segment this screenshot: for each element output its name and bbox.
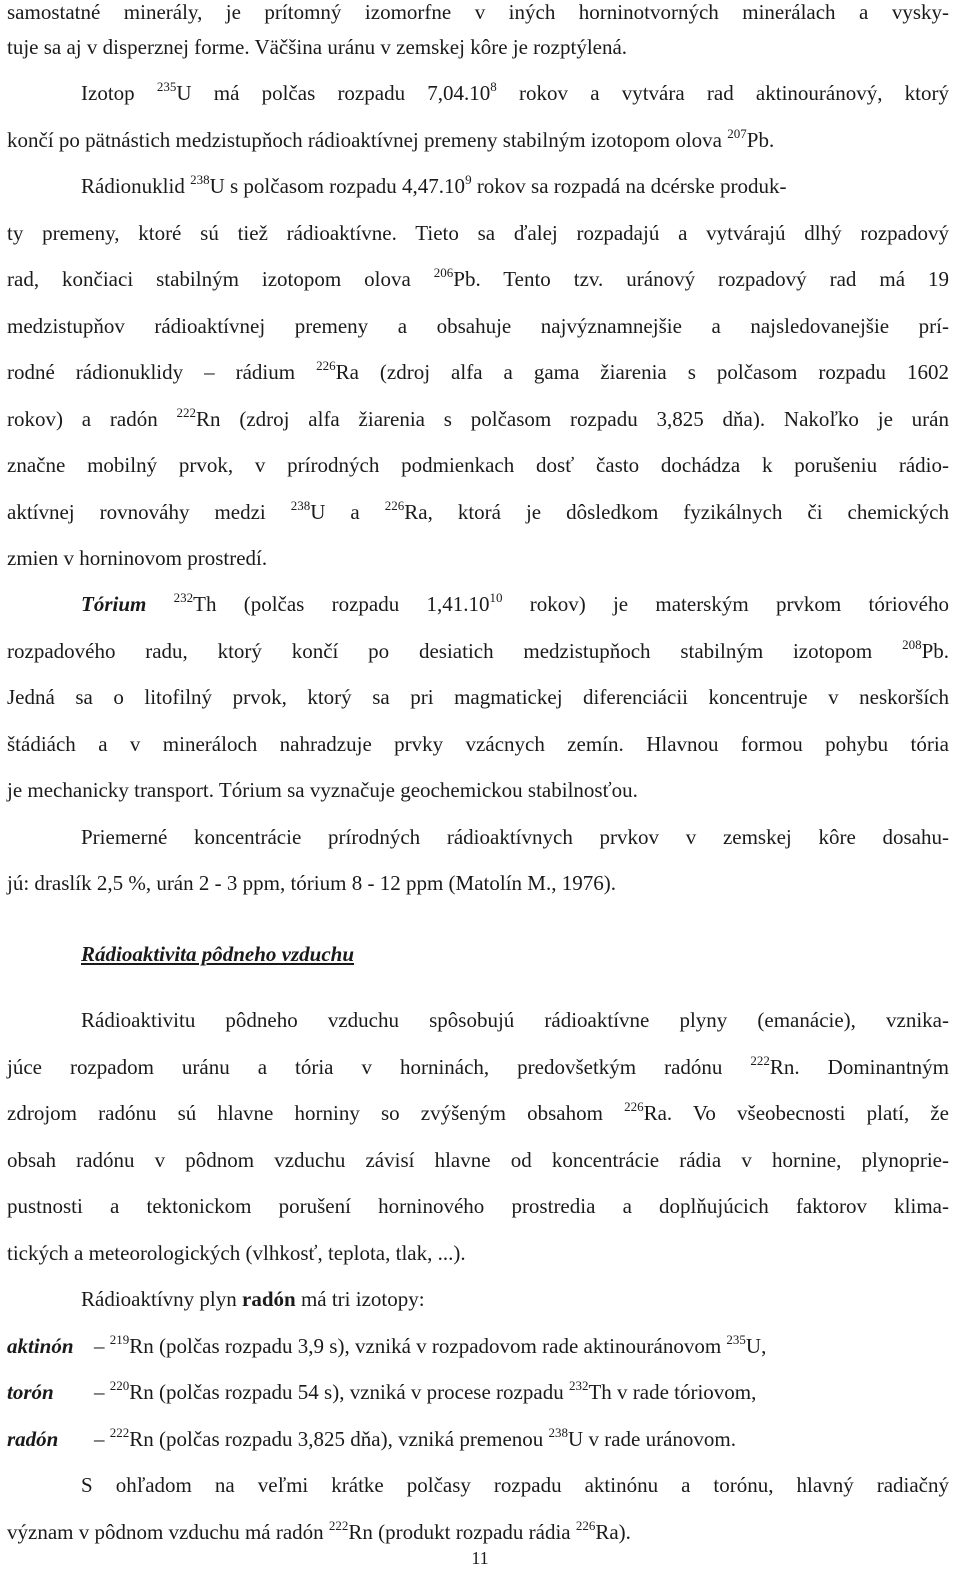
superscript: 235 bbox=[156, 79, 177, 94]
text: rokov) a radón bbox=[7, 407, 177, 431]
text-line bbox=[7, 685, 949, 715]
text-line bbox=[7, 314, 949, 344]
text-line bbox=[7, 1148, 949, 1178]
text-line bbox=[7, 1473, 949, 1503]
text: Rn (produkt rozpadu rádia bbox=[348, 1520, 576, 1544]
text-line bbox=[7, 1008, 949, 1038]
superscript: 222 bbox=[176, 405, 197, 420]
text-line bbox=[7, 81, 949, 111]
text-line bbox=[7, 825, 949, 855]
text: Pb. bbox=[746, 128, 775, 152]
text: rad, končiaci stabilným izotopom olova bbox=[7, 267, 434, 291]
text: pustnosti a tektonickom porušení horninového prostredia a doplňujúcich faktorov klima- bbox=[7, 1194, 949, 1218]
text-line bbox=[7, 639, 949, 669]
term-thorium: Tórium bbox=[81, 592, 147, 616]
text-line bbox=[7, 871, 949, 901]
text-line bbox=[7, 360, 949, 390]
text: U a bbox=[310, 500, 385, 524]
text-line bbox=[7, 546, 949, 576]
text-line bbox=[7, 1241, 949, 1271]
text-line bbox=[7, 592, 949, 622]
superscript: 238 bbox=[190, 172, 210, 187]
text: Th (polčas rozpadu 1,41.10 bbox=[193, 592, 490, 616]
text: S ohľadom na veľmi krátke polčasy rozpadu aktinónu a torónu, hlavný radiačný bbox=[81, 1473, 949, 1497]
text-line bbox=[7, 778, 949, 808]
dash: – bbox=[94, 1334, 105, 1358]
superscript: 222 bbox=[750, 1053, 770, 1068]
text: U v rade uránovom. bbox=[568, 1427, 736, 1451]
text: ty premeny, ktoré sú tiež rádioaktívne. Tieto sa ďalej rozpadajú a vytvárajú dlhý rozpadový bbox=[7, 221, 949, 245]
text bbox=[146, 592, 173, 616]
text: štádiách a v mineráloch nahradzuje prvky vzácnych zemín. Hlavnou formou pohybu tória bbox=[7, 732, 949, 756]
text: Rn (zdroj alfa žiarenia s polčasom rozpadu 3,825 dňa). Nakoľko je urán bbox=[196, 407, 949, 431]
isotope-item bbox=[7, 1334, 949, 1364]
superscript: 226 bbox=[624, 1099, 644, 1114]
text: aktívnej rovnováhy medzi bbox=[7, 500, 291, 524]
text-line bbox=[7, 1194, 949, 1224]
text: Pb. bbox=[921, 639, 949, 663]
text: význam v pôdnom vzduchu má radón bbox=[7, 1520, 329, 1544]
text: rodné rádionuklidy – rádium bbox=[7, 360, 317, 384]
text: samostatné minerály, je prítomný izomorfne v iných horninotvorných minerálach a vysky- bbox=[7, 0, 949, 24]
text-line bbox=[7, 174, 949, 204]
text: rokov) je materským prvkom tóriového bbox=[502, 592, 950, 616]
text: rokov sa rozpadá na dcérske produk- bbox=[471, 174, 787, 198]
superscript: 220 bbox=[109, 1378, 130, 1393]
text-line bbox=[7, 1287, 949, 1317]
text: obsah radónu v pôdnom vzduchu závisí hlavne od koncentrácie rádia v hornine, plynoprie- bbox=[7, 1148, 949, 1172]
text: U má polčas rozpadu 7,04.10 bbox=[176, 81, 491, 105]
text-line bbox=[7, 407, 949, 437]
superscript: 8 bbox=[490, 79, 497, 94]
text-line bbox=[7, 35, 949, 65]
superscript: 207 bbox=[727, 126, 747, 141]
text: tických a meteorologických (vlhkosť, teplota, tlak, ...). bbox=[7, 1241, 466, 1265]
isotope-item bbox=[7, 1380, 949, 1410]
text-line bbox=[7, 500, 949, 530]
text: Ra). bbox=[595, 1520, 631, 1544]
superscript: 10 bbox=[489, 590, 503, 605]
text: rokov a vytvára rad aktinouránový, ktorý bbox=[496, 81, 950, 105]
text: Rn. Dominantným bbox=[769, 1055, 949, 1079]
text: Rádioaktivitu pôdneho vzduchu spôsobujú rádioaktívne plyny (emanácie), vznika- bbox=[81, 1008, 949, 1032]
superscript: 226 bbox=[575, 1518, 596, 1533]
superscript: 235 bbox=[726, 1332, 746, 1347]
page-number: 11 bbox=[471, 1548, 489, 1568]
text-line bbox=[7, 1520, 949, 1550]
text-line bbox=[7, 1101, 949, 1131]
text-line bbox=[7, 221, 949, 251]
text: značne mobilný prvok, v prírodných podmienkach dosť často dochádza k porušeniu rádio- bbox=[7, 453, 949, 477]
superscript: 222 bbox=[328, 1518, 349, 1533]
text: Ra, ktorá je dôsledkom fyzikálnych či chemických bbox=[404, 500, 949, 524]
isotope-term: torón bbox=[7, 1380, 54, 1404]
text: Rádionuklid bbox=[81, 174, 191, 198]
superscript: 232 bbox=[173, 590, 194, 605]
text: končí po pätnástich medzistupňoch rádioaktívnej premeny stabilným izotopom olova bbox=[7, 128, 728, 152]
text-line bbox=[7, 732, 949, 762]
dash: – bbox=[94, 1427, 105, 1451]
text-line bbox=[7, 1055, 949, 1085]
isotope-item bbox=[7, 1427, 949, 1457]
text: Rn (polčas rozpadu 54 s), vzniká v procese rozpadu bbox=[129, 1380, 569, 1404]
dash: – bbox=[94, 1380, 105, 1404]
superscript: 238 bbox=[290, 498, 311, 513]
superscript: 232 bbox=[568, 1378, 589, 1393]
superscript: 226 bbox=[384, 498, 405, 513]
text: Izotop bbox=[81, 81, 157, 105]
section-heading: Rádioaktivita pôdneho vzduchu bbox=[81, 942, 355, 966]
isotope-term: aktinón bbox=[7, 1334, 74, 1358]
superscript: 9 bbox=[465, 172, 472, 187]
superscript: 238 bbox=[548, 1425, 569, 1440]
text: Rn (polčas rozpadu 3,825 dňa), vzniká premenou bbox=[129, 1427, 549, 1451]
text: zdrojom radónu sú hlavne horniny so zvýšeným obsahom bbox=[7, 1101, 625, 1125]
superscript: 226 bbox=[316, 358, 336, 373]
text-line bbox=[7, 128, 949, 158]
text: Rn (polčas rozpadu 3,9 s), vzniká v rozpadovom rade aktinouránovom bbox=[129, 1334, 727, 1358]
text: zmien v horninovom prostredí. bbox=[7, 546, 268, 570]
text: U, bbox=[745, 1334, 767, 1358]
text-line bbox=[7, 453, 949, 483]
text-line bbox=[7, 0, 949, 30]
text: medzistupňov rádioaktívnej premeny a obsahuje najvýznamnejšie a najsledovanejšie prí- bbox=[7, 314, 949, 338]
text: Th v rade tóriovom, bbox=[588, 1380, 757, 1404]
text: Jedná sa o litofilný prvok, ktorý sa pri magmatickej diferenciácii koncentruje v neskorších bbox=[7, 685, 949, 709]
text: Pb. Tento tzv. uránový rozpadový rad má 19 bbox=[453, 267, 949, 291]
text-line bbox=[7, 267, 949, 297]
text: Rádioaktívny plyn bbox=[81, 1287, 242, 1311]
text: tuje sa aj v disperznej forme. Väčšina uránu v zemskej kôre je rozptýlená. bbox=[7, 35, 628, 59]
text: je mechanicky transport. Tórium sa vyznačuje geochemickou stabilnosťou. bbox=[7, 778, 638, 802]
text: rozpadového radu, ktorý končí po desiatich medzistupňoch stabilným izotopom bbox=[7, 639, 903, 663]
term-radon: radón bbox=[242, 1287, 296, 1311]
text: júce rozpadom uránu a tória v horninách, predovšetkým radónu bbox=[7, 1055, 751, 1079]
superscript: 208 bbox=[902, 637, 922, 652]
text: Ra (zdroj alfa a gama žiarenia s polčasom rozpadu 1602 bbox=[335, 360, 949, 384]
isotope-term: radón bbox=[7, 1427, 59, 1451]
superscript: 222 bbox=[109, 1425, 130, 1440]
text: U s polčasom rozpadu 4,47.10 bbox=[209, 174, 466, 198]
text: jú: draslík 2,5 %, urán 2 - 3 ppm, tórium 8 - 12 ppm (Matolín M., 1976). bbox=[7, 871, 616, 895]
superscript: 219 bbox=[109, 1332, 130, 1347]
text: Priemerné koncentrácie prírodných rádioaktívnych prvkov v zemskej kôre dosahu- bbox=[81, 825, 949, 849]
text: má tri izotopy: bbox=[295, 1287, 425, 1311]
superscript: 206 bbox=[433, 265, 454, 280]
text: Ra. Vo všeobecnosti platí, že bbox=[643, 1101, 949, 1125]
